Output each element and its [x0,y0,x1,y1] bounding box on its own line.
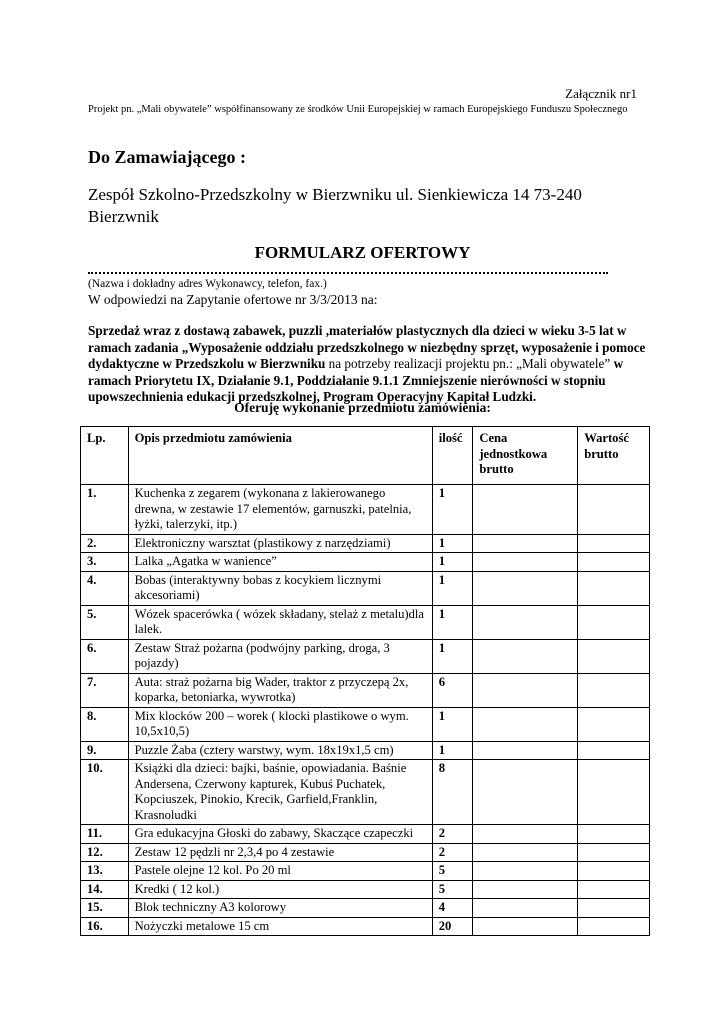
table-row [81,485,650,535]
row-lp: 14. [81,880,129,899]
row-unit-price-cell[interactable] [473,571,578,605]
recipient-heading: Do Zamawiającego : [88,147,246,167]
row-description: Blok techniczny A3 kolorowy [128,899,432,918]
row-quantity: 1 [432,707,473,741]
row-lp: 3. [81,553,129,572]
row-description: Gra edukacyjna Głoski do zabawy, Skaczące czapeczki [128,825,432,844]
table-row [81,880,650,899]
row-description: Mix klocków 200 – worek ( klocki plastikowe o wym. 10,5x10,5) [128,707,432,741]
row-value-cell[interactable] [578,707,650,741]
table-row [81,917,650,936]
row-description: Kuchenka z zegarem (wykonana z lakierowanego drewna, w zestawie 17 elementów, garnuszki, patelnia, łyżki, talerzyki, itp.) [128,485,432,535]
row-description: Wózek spacerówka ( wózek składany, stelaż z metalu)dla lalek. [128,605,432,639]
row-value-cell[interactable] [578,917,650,936]
row-lp: 16. [81,917,129,936]
row-value-cell[interactable] [578,485,650,535]
table-header-row [81,427,650,485]
row-description: Nożyczki metalowe 15 cm [128,917,432,936]
contractor-note: (Nazwa i dokładny adres Wykonawcy, telefon, fax.) [88,278,327,290]
row-unit-price-cell[interactable] [473,880,578,899]
row-quantity: 5 [432,862,473,881]
row-quantity: 1 [432,534,473,553]
table-row [81,673,650,707]
row-description: Kredki ( 12 kol.) [128,880,432,899]
table-row [81,639,650,673]
order-description-part1: Sprzedaż wraz z dostawą zabawek, puzzli ,materiałów plastycznych dla dzieci w wieku 3-5 lat w ramach zadania „Wyposażenie oddziału przedszkolnego w niezbędny sprzęt, wyposażenie i pomoce dydaktyczne w Przedszkolu w Bierzwniku [88,323,646,371]
row-description: Zestaw 12 pędzli nr 2,3,4 po 4 zestawie [128,843,432,862]
table-row [81,825,650,844]
row-unit-price-cell[interactable] [473,741,578,760]
row-lp: 5. [81,605,129,639]
row-value-cell[interactable] [578,899,650,918]
contractor-fill-line [88,268,608,274]
offer-line: Oferuję wykonanie przedmiotu zamówienia: [234,400,491,415]
row-quantity: 1 [432,553,473,572]
row-value-cell[interactable] [578,880,650,899]
row-lp: 11. [81,825,129,844]
order-description-part2: na potrzeby realizacji projektu pn.: „Mali obywatele” [325,356,614,371]
row-description: Zestaw Straż pożarna (podwójny parking, droga, 3 pojazdy) [128,639,432,673]
table-row [81,843,650,862]
row-description: Elektroniczny warsztat (plastikowy z narzędziami) [128,534,432,553]
row-quantity: 1 [432,639,473,673]
table-row [81,760,650,825]
table-row [81,605,650,639]
row-value-cell[interactable] [578,534,650,553]
row-unit-price-cell[interactable] [473,843,578,862]
row-lp: 13. [81,862,129,881]
row-unit-price-cell[interactable] [473,825,578,844]
row-unit-price-cell[interactable] [473,485,578,535]
row-value-cell[interactable] [578,862,650,881]
row-lp: 12. [81,843,129,862]
header-value: Wartość brutto [578,427,650,485]
order-description [88,323,648,406]
row-lp: 15. [81,899,129,918]
row-lp: 2. [81,534,129,553]
row-description: Puzzle Żaba (cztery warstwy, wym. 18x19x1,5 cm) [128,741,432,760]
response-line: W odpowiedzi na Zapytanie ofertowe nr 3/3/2013 na: [88,292,378,307]
row-quantity: 20 [432,917,473,936]
row-lp: 1. [81,485,129,535]
row-unit-price-cell[interactable] [473,553,578,572]
row-description: Pastele olejne 12 kol. Po 20 ml [128,862,432,881]
row-description: Bobas (interaktywny bobas z kocykiem licznymi akcesoriami) [128,571,432,605]
row-lp: 9. [81,741,129,760]
row-unit-price-cell[interactable] [473,673,578,707]
row-value-cell[interactable] [578,639,650,673]
recipient-address: Zespół Szkolno-Przedszkolny w Bierzwniku ul. Sienkiewicza 14 73-240 Bierzwnik [88,185,582,226]
row-value-cell[interactable] [578,553,650,572]
row-quantity: 1 [432,605,473,639]
header-unit-price: Cena jednostkowa brutto [473,427,578,485]
row-unit-price-cell[interactable] [473,899,578,918]
row-description: Lalka „Agatka w wanience” [128,553,432,572]
row-value-cell[interactable] [578,673,650,707]
row-quantity: 4 [432,899,473,918]
row-quantity: 2 [432,843,473,862]
row-unit-price-cell[interactable] [473,862,578,881]
row-unit-price-cell[interactable] [473,534,578,553]
row-lp: 6. [81,639,129,673]
row-description: Auta: straż pożarna big Wader, traktor z przyczepą 2x, koparka, betoniarka, wywrotka) [128,673,432,707]
row-description: Książki dla dzieci: bajki, baśnie, opowiadania. Baśnie Andersena, Czerwony kapturek, Kubuś Puchatek, Kopciuszek, Pinokio, Krecik, Garfield,Franklin, Krasnoludki [128,760,432,825]
row-quantity: 1 [432,485,473,535]
table-row [81,534,650,553]
row-quantity: 2 [432,825,473,844]
row-value-cell[interactable] [578,760,650,825]
table-row [81,741,650,760]
row-value-cell[interactable] [578,571,650,605]
row-quantity: 1 [432,741,473,760]
row-unit-price-cell[interactable] [473,917,578,936]
row-unit-price-cell[interactable] [473,760,578,825]
form-title: FORMULARZ OFERTOWY [254,243,471,262]
table-row [81,899,650,918]
row-unit-price-cell[interactable] [473,707,578,741]
table-row [81,553,650,572]
row-unit-price-cell[interactable] [473,605,578,639]
table-row [81,571,650,605]
row-quantity: 8 [432,760,473,825]
row-quantity: 5 [432,880,473,899]
header-description: Opis przedmiotu zamówienia [128,427,432,485]
order-description-part3: w ramach Priorytetu IX, Działanie 9.1, Poddziałanie 9.1.1 Zmniejszenie nierówności w stopniu upowszechnienia edukacji przedszkolnej, Program Operacyjny Kapitał Ludzki. [88,356,624,404]
row-lp: 8. [81,707,129,741]
header-lp: Lp. [81,427,129,485]
order-items-table [80,426,650,936]
row-quantity: 1 [432,571,473,605]
row-value-cell[interactable] [578,605,650,639]
row-unit-price-cell[interactable] [473,639,578,673]
table-row [81,862,650,881]
project-note: Projekt pn. „Mali obywatele” współfinansowany ze środków Unii Europejskiej w ramach Europejskiego Funduszu Społecznego [88,104,628,115]
row-lp: 10. [81,760,129,825]
row-value-cell[interactable] [578,741,650,760]
attachment-label: Załącznik nr1 [565,86,637,101]
row-value-cell[interactable] [578,825,650,844]
row-value-cell[interactable] [578,843,650,862]
row-lp: 4. [81,571,129,605]
row-lp: 7. [81,673,129,707]
row-quantity: 6 [432,673,473,707]
table-row [81,707,650,741]
header-quantity: ilość [432,427,473,485]
